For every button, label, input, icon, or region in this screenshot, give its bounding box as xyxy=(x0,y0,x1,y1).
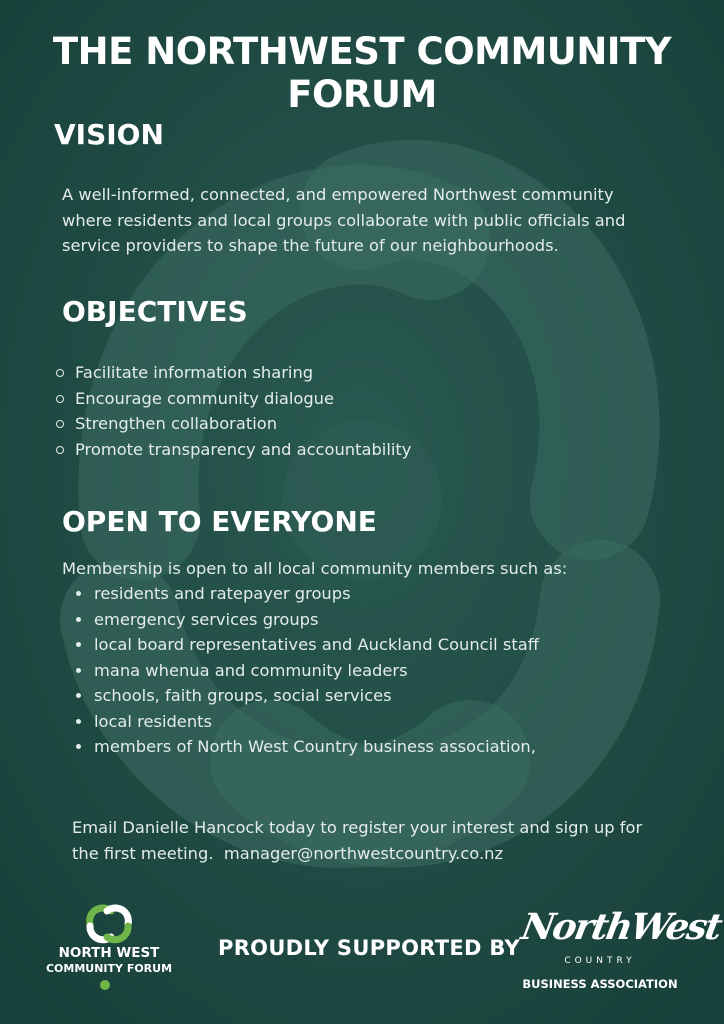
list-item: local board representatives and Auckland Council staff xyxy=(72,632,539,658)
community-forum-logo xyxy=(34,900,184,1000)
vision-line-2: where residents and local groups collaborate with public officials and xyxy=(62,210,626,230)
list-item: Promote transparency and accountability xyxy=(53,437,411,463)
forum-logo-line2: COMMUNITY FORUM xyxy=(45,962,173,975)
list-item: residents and ratepayer groups xyxy=(72,581,539,607)
list-item: Facilitate information sharing xyxy=(53,360,411,386)
vision-line-1: A well-informed, connected, and empowered Northwest community xyxy=(62,185,614,204)
open-heading: OPEN TO EVERYONE xyxy=(62,505,377,538)
page-title: THE NORTHWEST COMMUNITY FORUM xyxy=(52,30,672,116)
list-item: members of North West Country business association, xyxy=(72,734,539,760)
vision-heading: VISION xyxy=(54,118,164,151)
business-association-wordmark: BUSINESS ASSOCIATION xyxy=(522,977,678,991)
list-item: Encourage community dialogue xyxy=(53,386,411,412)
interlocking-rings-icon xyxy=(84,902,134,944)
list-item: mana whenua and community leaders xyxy=(72,658,539,684)
northwest-script-wordmark: NorthWest xyxy=(518,906,724,948)
northwest-country-logo xyxy=(518,906,724,996)
list-item: Strengthen collaboration xyxy=(53,411,411,437)
list-item: emergency services groups xyxy=(72,607,539,633)
vision-text xyxy=(62,182,625,259)
email-link[interactable]: manager@northwestcountry.co.nz xyxy=(223,843,503,863)
proudly-supported-by: PROUDLY SUPPORTED BY xyxy=(218,936,521,960)
contact-line-1: Email Danielle Hancock today to register your interest and sign up for xyxy=(72,818,643,837)
vision-line-3: service providers to shape the future of our neighbourhoods. xyxy=(62,236,559,255)
membership-list xyxy=(72,581,539,760)
membership-intro: Membership is open to all local community members such as: xyxy=(62,559,568,578)
green-dot-icon xyxy=(100,980,110,990)
list-item: schools, faith groups, social services xyxy=(72,683,539,709)
objectives-list xyxy=(53,360,411,462)
forum-logo-line1: NORTH WEST xyxy=(58,945,160,961)
list-item: local residents xyxy=(72,709,539,735)
objectives-heading: OBJECTIVES xyxy=(62,295,248,328)
country-wordmark: COUNTRY xyxy=(564,956,636,966)
contact-line-2: the first meeting. xyxy=(72,843,214,863)
contact-text xyxy=(72,815,642,866)
